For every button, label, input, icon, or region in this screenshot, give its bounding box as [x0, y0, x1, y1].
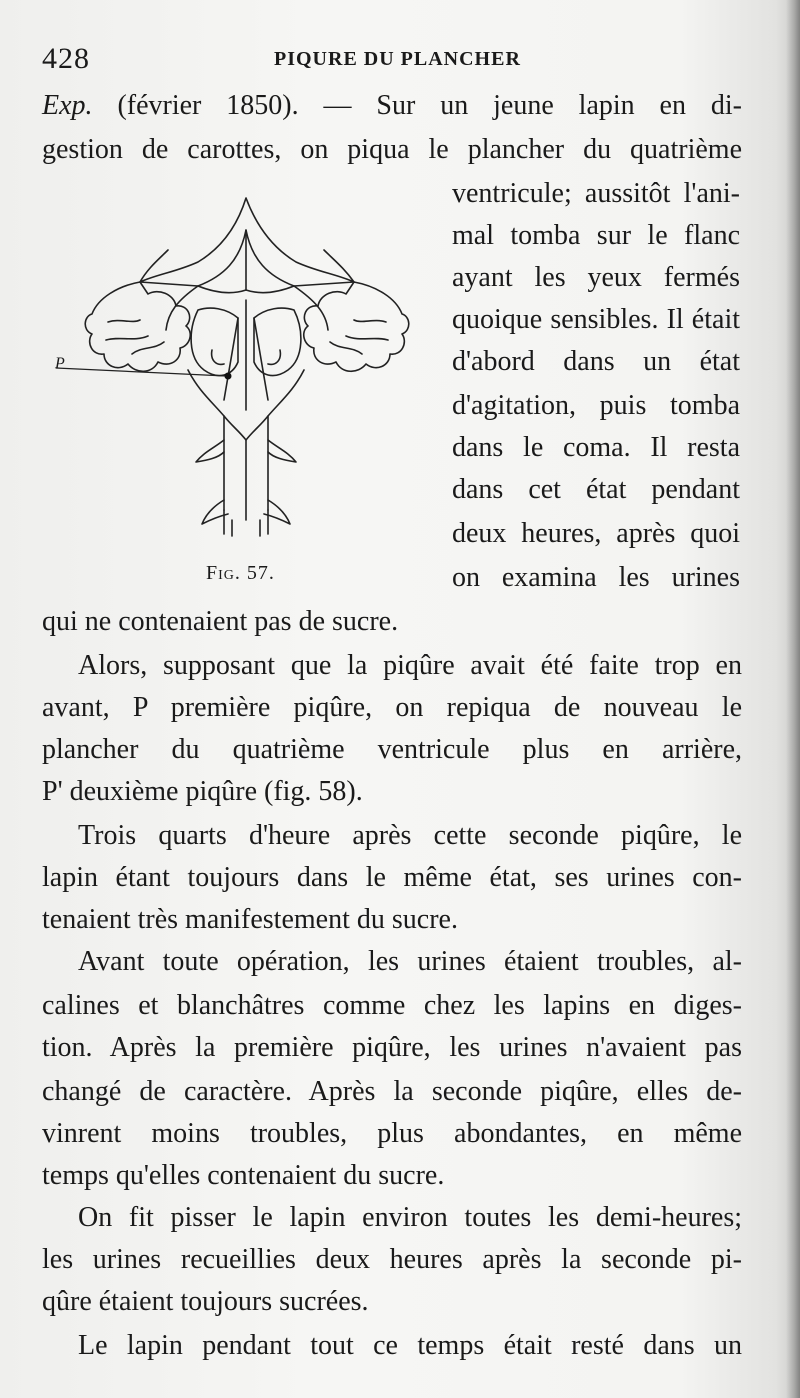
text-line: Avant toute opération, les urines étaient troubles, al-	[78, 946, 742, 977]
text-line: quoique sensibles. Il était	[452, 304, 740, 335]
text-line: lapin étant toujours dans le même état, ses urines con-	[42, 862, 742, 893]
figure-caption-text: Fig. 57.	[206, 562, 275, 584]
brain-floor-figure	[48, 190, 440, 550]
text-line: Alors, supposant que la piqûre avait été faite trop en	[78, 650, 742, 681]
text-line: tenaient très manifestement du sucre.	[42, 904, 458, 935]
text-line: vinrent moins troubles, plus abondantes, en même	[42, 1118, 742, 1149]
page-number: 428	[42, 42, 90, 75]
text-line: changé de caractère. Après la seconde piqûre, elles de-	[42, 1076, 742, 1107]
page-header	[42, 42, 742, 82]
text-line: ventricule; aussitôt l'ani-	[452, 178, 740, 209]
running-head: PIQURE DU PLANCHER	[274, 48, 521, 70]
text-line: d'abord dans un état	[452, 346, 740, 377]
text-line: avant, P première piqûre, on repiqua de nouveau le	[42, 692, 742, 723]
text-line: plancher du quatrième ventricule plus en arrière,	[42, 734, 742, 765]
figure-caption	[206, 562, 275, 585]
text-line: gestion de carottes, on piqua le plancher du quatrième	[42, 134, 742, 165]
text-line: dans cet état pendant	[452, 474, 740, 505]
text-line: Le lapin pendant tout ce temps était resté dans un	[78, 1330, 742, 1361]
text-line: On fit pisser le lapin environ toutes les demi-heures;	[78, 1202, 742, 1233]
text-line: deux heures, après quoi	[452, 518, 740, 549]
text-line-content: (février 1850). — Sur un jeune lapin en di-	[117, 90, 742, 121]
text-line: Trois quarts d'heure après cette seconde piqûre, le	[78, 820, 742, 851]
text-line	[42, 86, 742, 126]
text-line: mal tomba sur le flanc	[452, 220, 740, 251]
text-line: temps qu'elles contenaient du sucre.	[42, 1160, 445, 1191]
experiment-label: Exp.	[42, 90, 93, 121]
text-line: P' deuxième piqûre (fig. 58).	[42, 776, 363, 807]
text-line: les urines recueillies deux heures après la seconde pi-	[42, 1244, 742, 1275]
text-line: tion. Après la première piqûre, les urines n'avaient pas	[42, 1032, 742, 1063]
page-edge-shadow	[786, 0, 800, 1398]
text-line: calines et blanchâtres comme chez les lapins en diges-	[42, 990, 742, 1021]
text-line: qui ne contenaient pas de sucre.	[42, 606, 399, 637]
text-line: qûre étaient toujours sucrées.	[42, 1286, 369, 1317]
figure-label-p: P	[55, 355, 65, 372]
text-line: d'agitation, puis tomba	[452, 390, 740, 421]
text-line: dans le coma. Il resta	[452, 432, 740, 463]
text-line: ayant les yeux fermés	[452, 262, 740, 293]
text-line: on examina les urines	[452, 562, 740, 593]
